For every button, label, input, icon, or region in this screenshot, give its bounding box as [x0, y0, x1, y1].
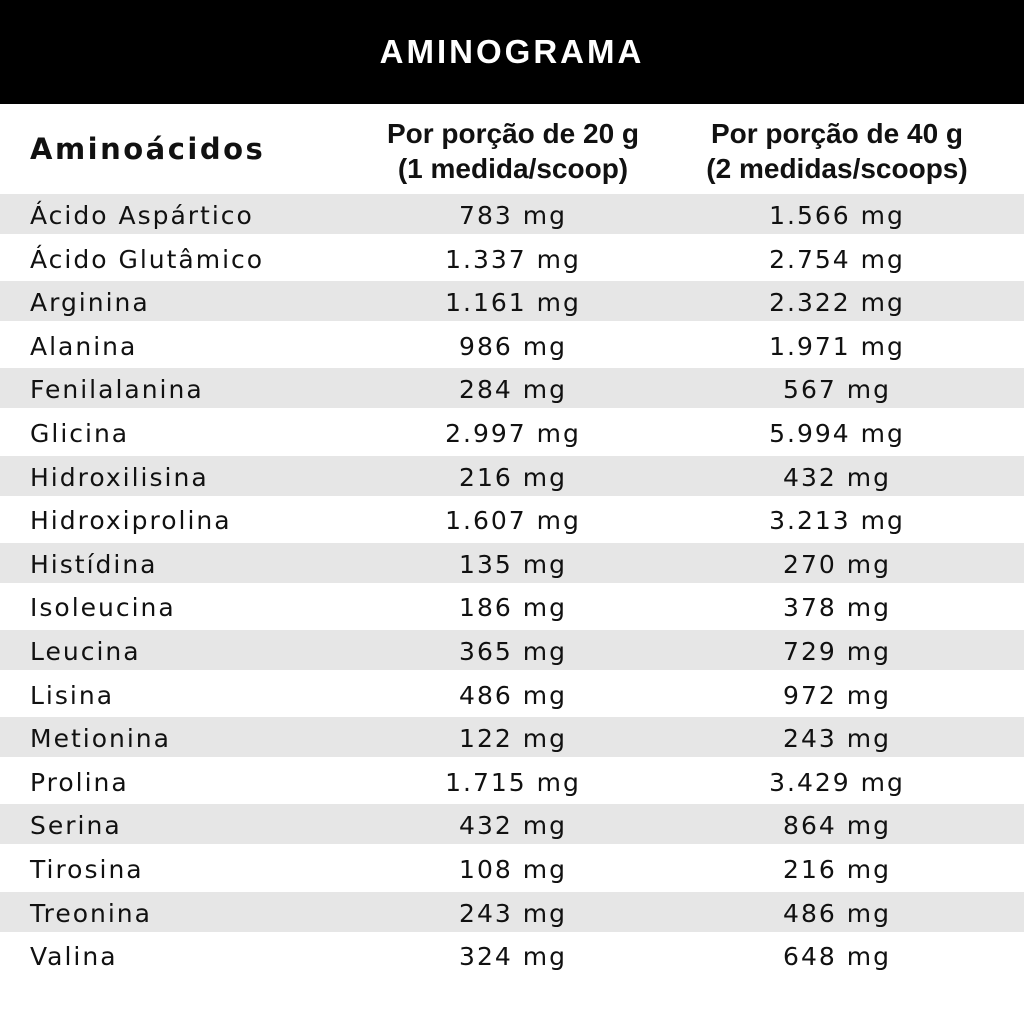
- value-40g: 1.566 mg: [769, 201, 905, 230]
- header-serving-40g-line1: Por porção de 40 g: [710, 118, 964, 149]
- value-20g: 108 mg: [459, 854, 567, 884]
- value-40g: 1.971 mg: [769, 331, 905, 361]
- value-40g: 432 mg: [783, 462, 891, 492]
- header-serving-20g: [343, 116, 683, 186]
- aminoacid-name: Treonina: [30, 898, 152, 928]
- value-20g: 1.607 mg: [445, 506, 581, 536]
- value-40g: 3.213 mg: [769, 506, 905, 536]
- value-20g: 186 mg: [459, 593, 567, 623]
- aminoacid-name: Valina: [30, 942, 118, 972]
- value-40g: 270 mg: [783, 549, 891, 579]
- aminoacid-table-body: [0, 194, 1024, 979]
- aminoacid-name: Histídina: [30, 549, 158, 579]
- value-40g: 567 mg: [783, 375, 891, 405]
- value-40g: 3.429 mg: [769, 767, 905, 797]
- table-row: [0, 456, 1024, 500]
- value-20g: 365 mg: [459, 636, 567, 666]
- value-20g: 986 mg: [459, 331, 567, 361]
- header-aminoacids: Aminoácidos: [30, 132, 266, 166]
- value-40g: 2.754 mg: [769, 244, 905, 274]
- aminoacid-name: Alanina: [30, 331, 138, 361]
- aminoacid-name: Leucina: [30, 636, 141, 666]
- value-20g: 783 mg: [459, 201, 567, 230]
- table-row: [0, 892, 1024, 936]
- table-row: [0, 630, 1024, 674]
- table-row: [0, 761, 1024, 805]
- table-row: [0, 499, 1024, 543]
- value-40g: 378 mg: [783, 593, 891, 623]
- aminoacid-name: Glicina: [30, 418, 130, 448]
- value-40g: 648 mg: [783, 942, 891, 972]
- aminoacid-name: Tirosina: [30, 854, 144, 884]
- aminoacid-name: Ácido Aspártico: [30, 201, 254, 230]
- value-40g: 864 mg: [783, 811, 891, 841]
- aminoacid-name: Serina: [30, 811, 122, 841]
- value-40g: 216 mg: [783, 854, 891, 884]
- value-40g: 2.322 mg: [769, 288, 905, 318]
- header-serving-20g-line2: (1 medida/scoop): [397, 153, 629, 184]
- table-row: [0, 368, 1024, 412]
- value-20g: 216 mg: [459, 462, 567, 492]
- aminoacid-name: Metionina: [30, 724, 171, 754]
- value-40g: 5.994 mg: [769, 418, 905, 448]
- value-20g: 122 mg: [459, 724, 567, 754]
- aminoacid-name: Fenilalanina: [30, 375, 204, 405]
- table-row: [0, 804, 1024, 848]
- value-20g: 486 mg: [459, 680, 567, 710]
- title-banner: [0, 0, 1024, 104]
- header-serving-20g-line1: Por porção de 20 g: [386, 118, 640, 149]
- value-20g: 432 mg: [459, 811, 567, 841]
- value-20g: 284 mg: [459, 375, 567, 405]
- value-40g: 729 mg: [783, 636, 891, 666]
- table-row: [0, 717, 1024, 761]
- table-row: [0, 674, 1024, 718]
- aminoacid-name: Hidroxiprolina: [30, 506, 232, 536]
- value-20g: 324 mg: [459, 942, 567, 972]
- value-20g: 243 mg: [459, 898, 567, 928]
- table-header: [0, 104, 1024, 194]
- table-row: [0, 543, 1024, 587]
- table-row: [0, 325, 1024, 369]
- aminoacid-name: Prolina: [30, 767, 129, 797]
- value-40g: 243 mg: [783, 724, 891, 754]
- table-row: [0, 412, 1024, 456]
- header-serving-40g-line2: (2 medidas/scoops): [706, 153, 968, 184]
- value-20g: 135 mg: [459, 549, 567, 579]
- value-20g: 1.337 mg: [445, 244, 581, 274]
- value-20g: 1.715 mg: [445, 767, 581, 797]
- table-row: [0, 194, 1024, 238]
- value-40g: 972 mg: [783, 680, 891, 710]
- table-row: [0, 586, 1024, 630]
- aminoacid-name: Arginina: [30, 288, 150, 318]
- table-row: [0, 281, 1024, 325]
- table-row: [0, 848, 1024, 892]
- aminoacid-name: Ácido Glutâmico: [30, 244, 265, 274]
- header-serving-40g: [667, 116, 1007, 186]
- value-20g: 1.161 mg: [445, 288, 581, 318]
- aminoacid-name: Lisina: [30, 680, 115, 710]
- value-20g: 2.997 mg: [445, 418, 581, 448]
- table-row: [0, 935, 1024, 979]
- value-40g: 486 mg: [783, 898, 891, 928]
- aminoacid-name: Hidroxilisina: [30, 462, 209, 492]
- aminoacid-name: Isoleucina: [30, 593, 176, 623]
- table-row: [0, 238, 1024, 282]
- page-title: AMINOGRAMA: [379, 33, 645, 70]
